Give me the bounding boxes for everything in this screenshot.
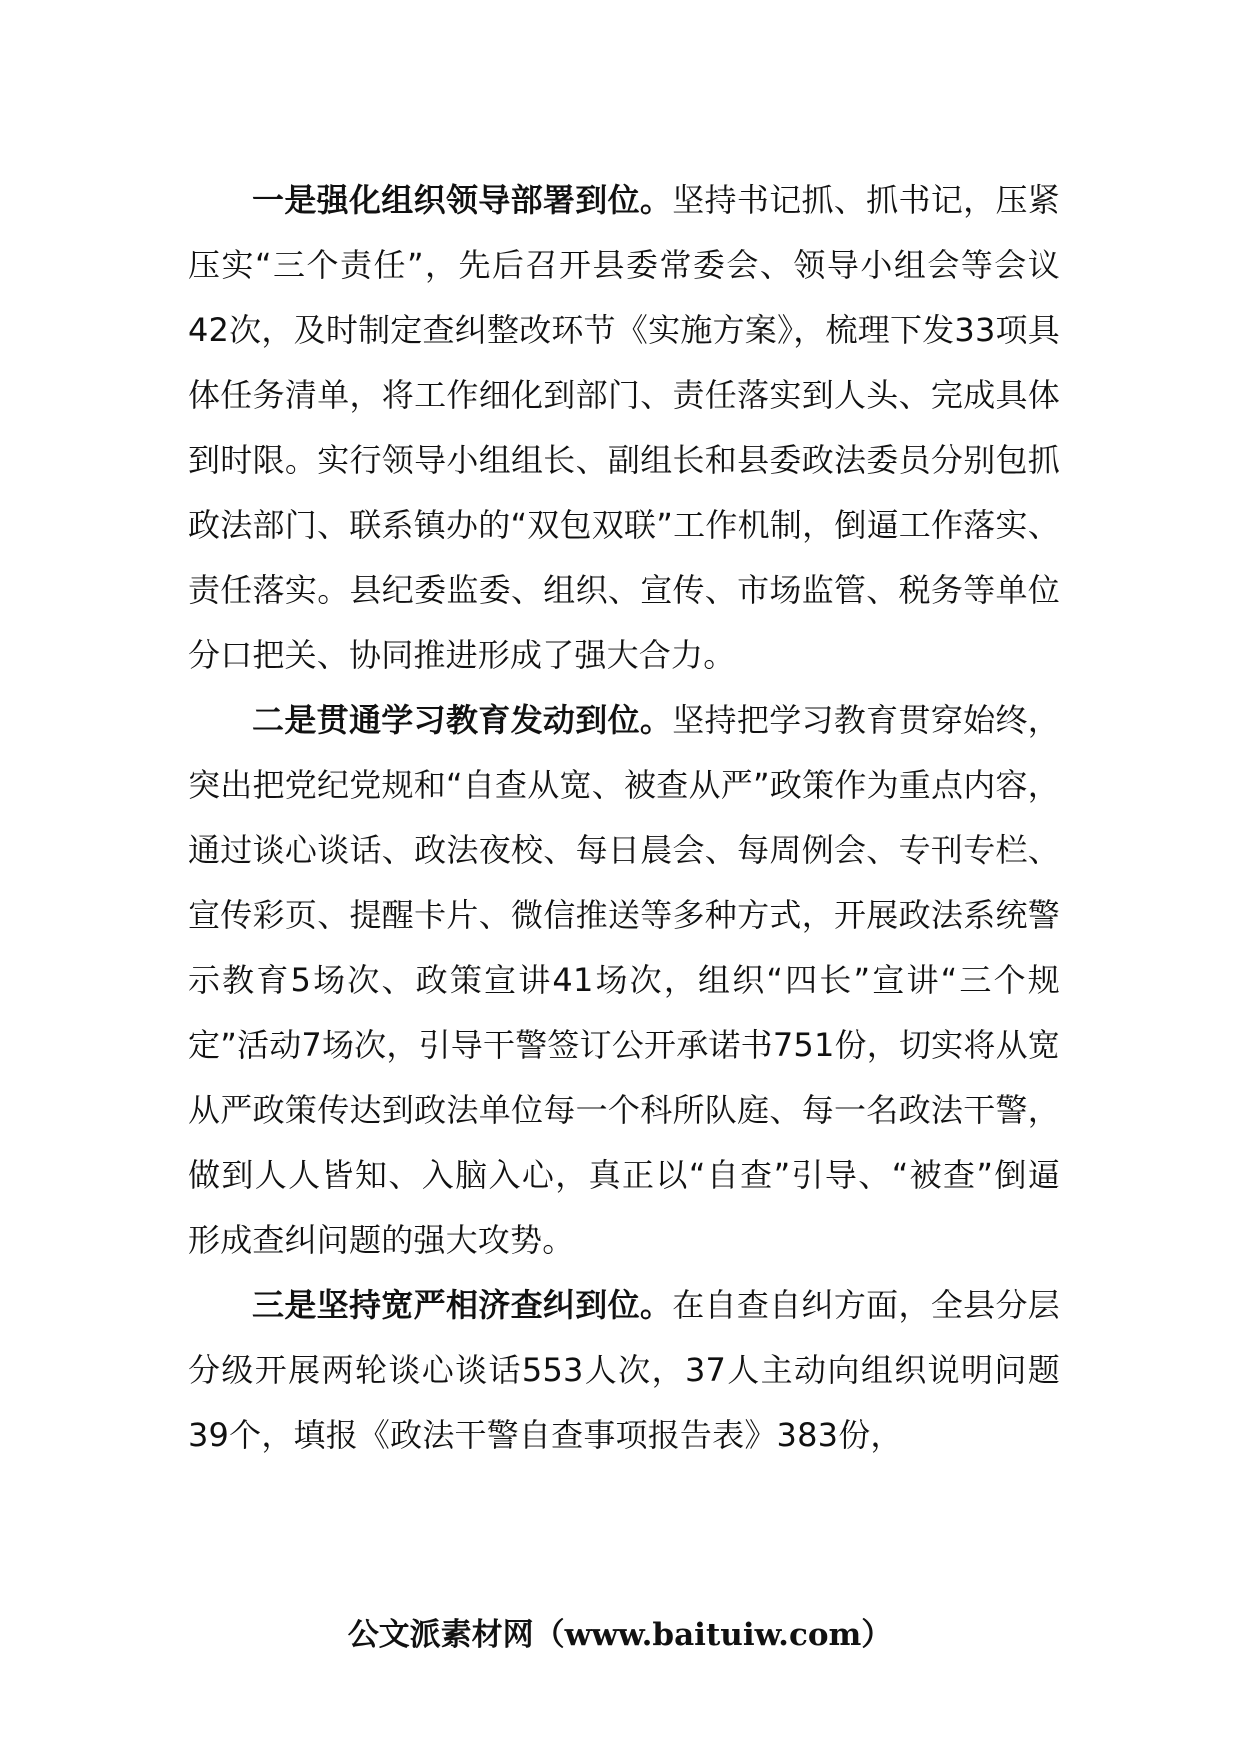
- paragraph-3-lead: 三是坚持宽严相济查纠到位。: [252, 1286, 673, 1324]
- paragraph-1: [188, 168, 1060, 688]
- paragraph-1-lead: 一是强化组织领导部署到位。: [252, 181, 673, 219]
- paragraph-3-text: 在自查自纠方面，全县分层分级开展两轮谈心谈话553人次，37人主动向组织说明问题39个，填报《政法干警自查事项报告表》383份，: [188, 1286, 1060, 1454]
- source-watermark-footer: 公文派素材网（www.baituiw.com）: [347, 1617, 893, 1653]
- paragraph-2-text: 坚持把学习教育贯穿始终，突出把党纪党规和“自查从宽、被查从严”政策作为重点内容，通过谈心谈话、政法夜校、每日晨会、每周例会、专刊专栏、宣传彩页、提醒卡片、微信推送等多种方式，开展政法系统警示教育5场次、政策宣讲41场次，组织“四长”宣讲“三个规定”活动7场次，引导干警签订公开承诺书751份，切实将从宽从严政策传达到政法单位每一个科所队庭、每一名政法干警，做到人人皆知、入脑入心，真正以“自查”引导、“被查”倒逼形成查纠问题的强大攻势。: [188, 701, 1060, 1259]
- paragraph-2: [188, 688, 1060, 1273]
- paragraph-3: [188, 1273, 1060, 1468]
- document-body: [188, 168, 1060, 1468]
- paragraph-1-text: 坚持书记抓、抓书记，压紧压实“三个责任”，先后召开县委常委会、领导小组会等会议42次，及时制定查纠整改环节《实施方案》，梳理下发33项具体任务清单，将工作细化到部门、责任落实到人头、完成具体到时限。实行领导小组组长、副组长和县委政法委员分别包抓政法部门、联系镇办的“双包双联”工作机制，倒逼工作落实、责任落实。县纪委监委、组织、宣传、市场监管、税务等单位分口把关、协同推进形成了强大合力。: [188, 181, 1060, 674]
- paragraph-2-lead: 二是贯通学习教育发动到位。: [252, 701, 673, 739]
